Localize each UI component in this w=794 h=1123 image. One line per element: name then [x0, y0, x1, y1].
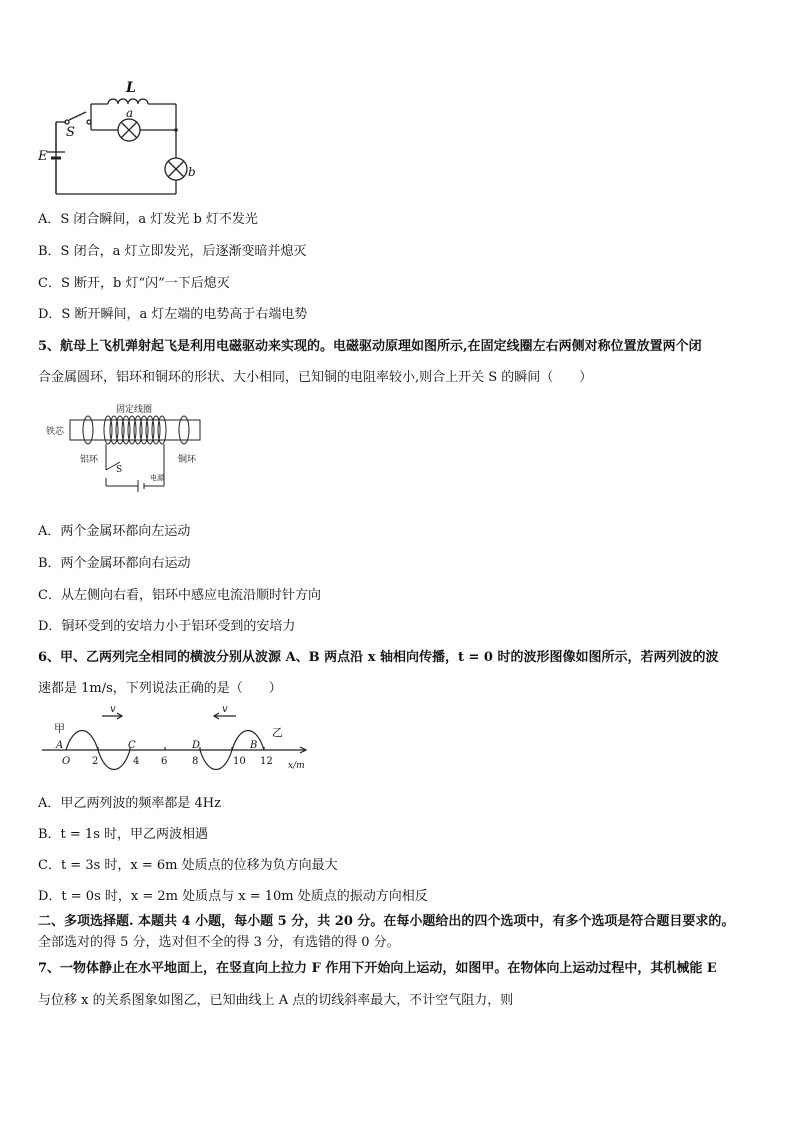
- tick-10: 10: [233, 756, 246, 767]
- point-c-label: C: [128, 740, 136, 751]
- q5-option-d: D．铜环受到的安培力小于铝环受到的安培力: [38, 619, 296, 634]
- al-ring-label: 铝环: [80, 455, 99, 465]
- q5-stem-line1: 5、航母上飞机弹射起飞是利用电磁驱动来实现的。电磁驱动原理如图所示,在固定线圈左右两侧对称位置放置两个闭: [38, 339, 702, 354]
- inductor-label: L: [126, 80, 136, 96]
- battery-label: 电源: [150, 474, 164, 482]
- switch-label: S: [66, 125, 75, 140]
- section2-line1: 二、多项选择题. 本题共 4 小题，每小题 5 分，共 20 分。在每小题给出的四个选项中，有多个选项是符合题目要求的。: [38, 914, 735, 929]
- velocity-left-label: v: [110, 704, 116, 715]
- circuit-figure: [36, 72, 196, 200]
- core-label: 铁芯: [46, 427, 65, 437]
- coil-label: 固定线圈: [116, 405, 153, 415]
- coil-figure: [44, 400, 204, 500]
- q5-option-b: B．两个金属环都向右运动: [38, 556, 191, 571]
- q4-option-a: A．S 闭合瞬间，a 灯发光 b 灯不发光: [38, 212, 258, 227]
- wave-figure: [40, 702, 320, 776]
- cu-ring-label: 铜环: [178, 455, 197, 465]
- tick-12: 12: [260, 756, 273, 767]
- battery-label: E: [38, 149, 48, 164]
- section2-line2: 全部选对的得 5 分，选对但不全的得 3 分，有选错的得 0 分。: [38, 935, 400, 950]
- lamp-a-label: a: [126, 106, 134, 120]
- q6-option-c: C．t = 3s 时，x = 6m 处质点的位移为负方向最大: [38, 858, 338, 873]
- point-b-label: B: [250, 740, 258, 751]
- point-a-label: A: [56, 740, 64, 751]
- q6-stem-line1: 6、甲、乙两列完全相同的横波分别从波源 A、B 两点沿 x 轴相向传播，t = 0 时的波形图像如图所示，若两列波的波: [38, 650, 719, 665]
- q6-option-d: D．t = 0s 时，x = 2m 处质点与 x = 10m 处质点的振动方向相反: [38, 889, 428, 904]
- q5-option-a: A．两个金属环都向左运动: [38, 524, 191, 539]
- q5-option-c: C．从左侧向右看，铝环中感应电流沿顺时针方向: [38, 588, 321, 603]
- q6-option-b: B．t = 1s 时，甲乙两波相遇: [38, 827, 209, 842]
- velocity-right-label: v: [222, 704, 228, 715]
- q6-option-a: A．甲乙两列波的频率都是 4Hz: [38, 796, 221, 811]
- point-d-label: D: [192, 740, 201, 751]
- switch-s-label: S: [116, 465, 123, 475]
- tick-4: 4: [133, 756, 140, 767]
- q4-option-b: B．S 闭合，a 灯立即发光，后逐渐变暗并熄灭: [38, 244, 307, 259]
- q5-stem-line2: 合金属圆环，铝环和铜环的形状、大小相同，已知铜的电阻率较小,则合上开关 S 的瞬间（ ）: [38, 370, 593, 385]
- tick-8: 8: [192, 756, 199, 767]
- tick-6: 6: [161, 756, 168, 767]
- lamp-b-label: b: [188, 165, 196, 179]
- q4-option-c: C．S 断开，b 灯“闪”一下后熄灭: [38, 276, 230, 291]
- q4-option-d: D．S 断开瞬间，a 灯左端的电势高于右端电势: [38, 307, 308, 322]
- tick-2: 2: [92, 756, 99, 767]
- q7-line1: 7、一物体静止在水平地面上，在竖直向上拉力 F 作用下开始向上运动，如图甲。在物体向上运动过程中，其机械能 E: [38, 961, 717, 976]
- wave-jia-label: 甲: [54, 722, 65, 735]
- tick-o: O: [62, 756, 71, 767]
- axis-label: x/m: [288, 761, 305, 771]
- q7-line2: 与位移 x 的关系图象如图乙，已知曲线上 A 点的切线斜率最大，不计空气阻力，则: [38, 993, 514, 1008]
- wave-yi-label: 乙: [272, 726, 283, 739]
- q6-stem-line2: 速都是 1m/s，下列说法正确的是（ ）: [38, 681, 282, 696]
